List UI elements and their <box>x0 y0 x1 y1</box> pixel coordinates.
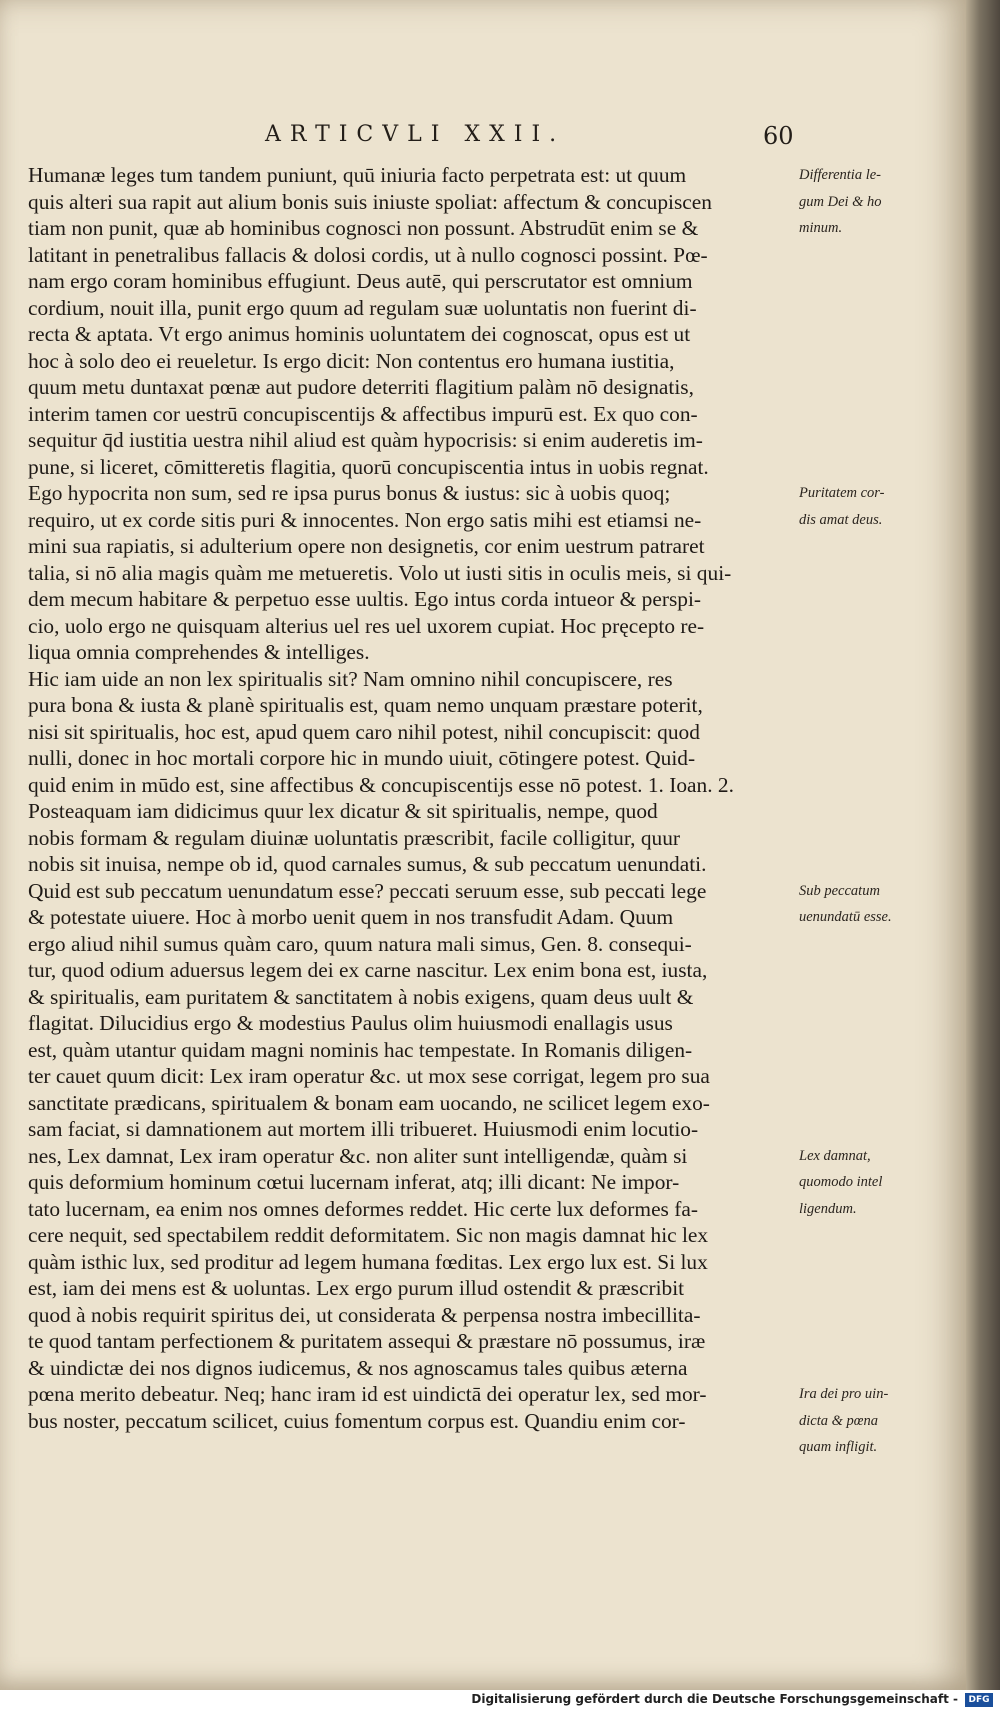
marginal-note-line: minum. <box>799 220 843 236</box>
text-line: requiro, ut ex corde sitis puri & innocentes. Non ergo satis mihi est etiamsi ne- <box>28 507 702 532</box>
text-line: Posteaquam iam didicimus quur lex dicatur & sit spiritualis, nempe, quod <box>28 799 658 823</box>
text-line: recta & aptata. Vt ergo animus hominis uoluntatem dei cognoscat, opus est ut <box>28 322 691 346</box>
text-line: quod à nobis requirit spiritus dei, ut considerata & perpensa nostra imbecillita- <box>28 1302 701 1327</box>
text-line: flagitat. Dilucidius ergo & modestius Paulus olim huiusmodi enallagis usus <box>28 1011 673 1035</box>
text-line: est, quàm utantur quidam magni nominis hac tempestate. In Romanis diligen- <box>28 1037 693 1062</box>
text-line: cordium, nouit illa, punit ergo quum ad regulam suæ uoluntatis non fuerint di- <box>28 295 697 320</box>
text-line: nobis sit inuisa, nempe ob id, quod carnales sumus, & sub peccatum uenundati. <box>28 852 707 876</box>
text-line: Quid est sub peccatum uenundatum esse? peccati seruum esse, sub peccati lege <box>28 878 707 903</box>
marginal-note-line: Ira dei pro uin- <box>799 1386 889 1402</box>
marginal-note-line: uenundatū esse. <box>799 909 892 925</box>
text-line: quis alteri sua rapit aut alium bonis suis iniuste spoliat: affectum & concupiscen <box>28 189 712 214</box>
marginal-note-line: quomodo intel <box>799 1174 883 1190</box>
text-line: sanctitate prædicans, spiritualem & bonam eam uocando, ne scilicet legem exo- <box>28 1090 710 1115</box>
text-line: sam faciat, si damnationem aut mortem illi tribueret. Huiusmodi enim locutio- <box>28 1117 699 1141</box>
text-line: & potestate uiuere. Hoc à morbo uenit quem in nos transfudit Adam. Quum <box>28 905 674 929</box>
text-line: Hic iam uide an non lex spiritualis sit? Nam omnino nihil concupiscere, res <box>28 666 673 691</box>
text-line: sequitur q̄d iustitia uestra nihil aliud est quàm hypocrisis: si enim auderetis im- <box>28 428 703 452</box>
marginal-note <box>799 878 909 931</box>
text-line: dem mecum habitare & perpetuo esse uultis. Ego intus corda intueor & perspi- <box>28 587 702 611</box>
text-line: bus noster, peccatum scilicet, cuius fomentum corpus est. Quandiu enim cor- <box>28 1408 686 1433</box>
text-line: tur, quod odium aduersus legem dei ex carne nascitur. Lex enim bona est, iusta, <box>28 958 708 982</box>
marginal-note <box>799 162 909 242</box>
marginal-note <box>799 1381 909 1461</box>
text-line: quid enim in mūdo est, sine affectibus & concupiscentijs esse nō potest. 1. Ioan. 2. <box>28 772 734 797</box>
marginal-note-line: Differentia le- <box>799 167 882 183</box>
text-line: cere nequit, sed spectabilem reddit deformitatem. Sic non magis damnat hic lex <box>28 1223 709 1247</box>
marginal-note-line: dicta & pœna <box>799 1412 878 1429</box>
marginal-note-line: quam infligit. <box>799 1439 878 1455</box>
text-line: quàm isthic lux, sed proditur ad legem humana fœditas. Lex ergo lux est. Si lux <box>28 1249 708 1274</box>
text-line: mini sua rapiatis, si adulterium opere non designetis, cor enim uestrum patraret <box>28 534 705 558</box>
marginal-note-line: Puritatem cor- <box>799 485 885 501</box>
text-line: & spiritualis, eam puritatem & sanctitatem à nobis exigens, quam deus uult & <box>28 984 694 1009</box>
text-line: pura bona & iusta & planè spiritualis est, quam nemo unquam præstare poterit, <box>28 693 703 717</box>
main-text-block <box>28 162 790 1434</box>
text-line: Ego hypocrita non sum, sed re ipsa purus bonus & iustus: sic à uobis quoq; <box>28 481 671 505</box>
text-line: nam ergo coram hominibus effugiunt. Deus autē, qui perscrutator est omnium <box>28 269 693 293</box>
marginal-note-line: Sub peccatum <box>799 882 880 899</box>
running-head: ARTICVLI XXII. <box>265 122 566 147</box>
text-line: nes, Lex damnat, Lex iram operatur &c. non aliter sunt intelligendæ, quàm si <box>28 1143 688 1168</box>
marginal-note-line: gum Dei & ho <box>799 193 882 210</box>
text-line: tato lucernam, ea enim nos omnes deformes reddet. Hic certe lux deformes fa- <box>28 1196 698 1221</box>
page-number: 60 <box>763 122 794 150</box>
page-edge <box>966 0 1000 1690</box>
text-line: quis deformium hominum cœtui lucernam inferat, atq; illi dicant: Ne impor- <box>28 1170 680 1194</box>
text-line: pune, si liceret, cōmitteretis flagitia, quorū concupiscentia intus in uobis regnat. <box>28 454 709 479</box>
marginal-note <box>799 480 909 533</box>
text-line: est, iam dei mens est & uoluntas. Lex ergo purum illud ostendit & præscribit <box>28 1276 685 1300</box>
dfg-logo: DFG <box>965 1693 993 1707</box>
text-line: & uindictæ dei nos dignos iudicemus, & nos agnoscamus tales quibus æterna <box>28 1355 688 1380</box>
marginal-note-line: Lex damnat, <box>799 1147 871 1164</box>
text-line: pœna merito debeatur. Neq; hanc iram id est uindictā dei operatur lex, sed mor- <box>28 1382 707 1406</box>
text-line: ter cauet quum dicit: Lex iram operatur &c. ut mox sese corrigat, legem pro sua <box>28 1064 710 1088</box>
text-line: latitant in penetralibus fallacis & dolosi cordis, ut à nullo cognosci possint. Pœ- <box>28 242 708 267</box>
text-line: nisi sit spiritualis, hoc est, apud quem caro nihil potest, nihil concupiscit: quod <box>28 719 700 744</box>
text-line: cio, uolo ergo ne quisquam alterius uel res uel uxorem cupiat. Hoc pręcepto re- <box>28 613 705 638</box>
text-line: ergo aliud nihil sumus quàm caro, quum natura mali simus, Gen. 8. consequi- <box>28 931 692 956</box>
text-line: talia, si nō alia magis quàm me metueretis. Volo ut iusti sitis in oculis meis, si qui- <box>28 560 732 585</box>
text-line: interim tamen cor uestrū concupiscentijs & affectibus impurū est. Ex quo con- <box>28 401 698 426</box>
text-line: liqua omnia comprehendes & intelliges. <box>28 640 370 664</box>
marginal-note <box>799 1143 909 1223</box>
marginal-note-line: ligendum. <box>799 1200 857 1217</box>
text-line: tiam non punit, quæ ab hominibus cognosci non possunt. Abstrudūt enim se & <box>28 216 699 240</box>
text-line: nobis formam & regulam diuinæ uoluntatis præscribit, facile colligitur, quur <box>28 825 681 850</box>
text-line: nulli, donec in hoc mortali corpore hic in mundo uiuit, cōtingere potest. Quid- <box>28 746 696 770</box>
digitization-credit: Digitalisierung gefördert durch die Deutsche Forschungsgemeinschaft - <box>471 1692 958 1706</box>
text-line: te quod tantam perfectionem & puritatem assequi & præstare nō possumus, iræ <box>28 1329 706 1353</box>
text-line: hoc à solo deo ei reueletur. Is ergo dicit: Non contentus ero humana iustitia, <box>28 348 675 373</box>
marginal-note-line: dis amat deus. <box>799 511 883 528</box>
text-line: quum metu duntaxat pœnæ aut pudore deterriti flagitium palàm nō designatis, <box>28 375 694 399</box>
text-line: Humanæ leges tum tandem puniunt, quū iniuria facto perpetrata est: ut quum <box>28 163 687 187</box>
